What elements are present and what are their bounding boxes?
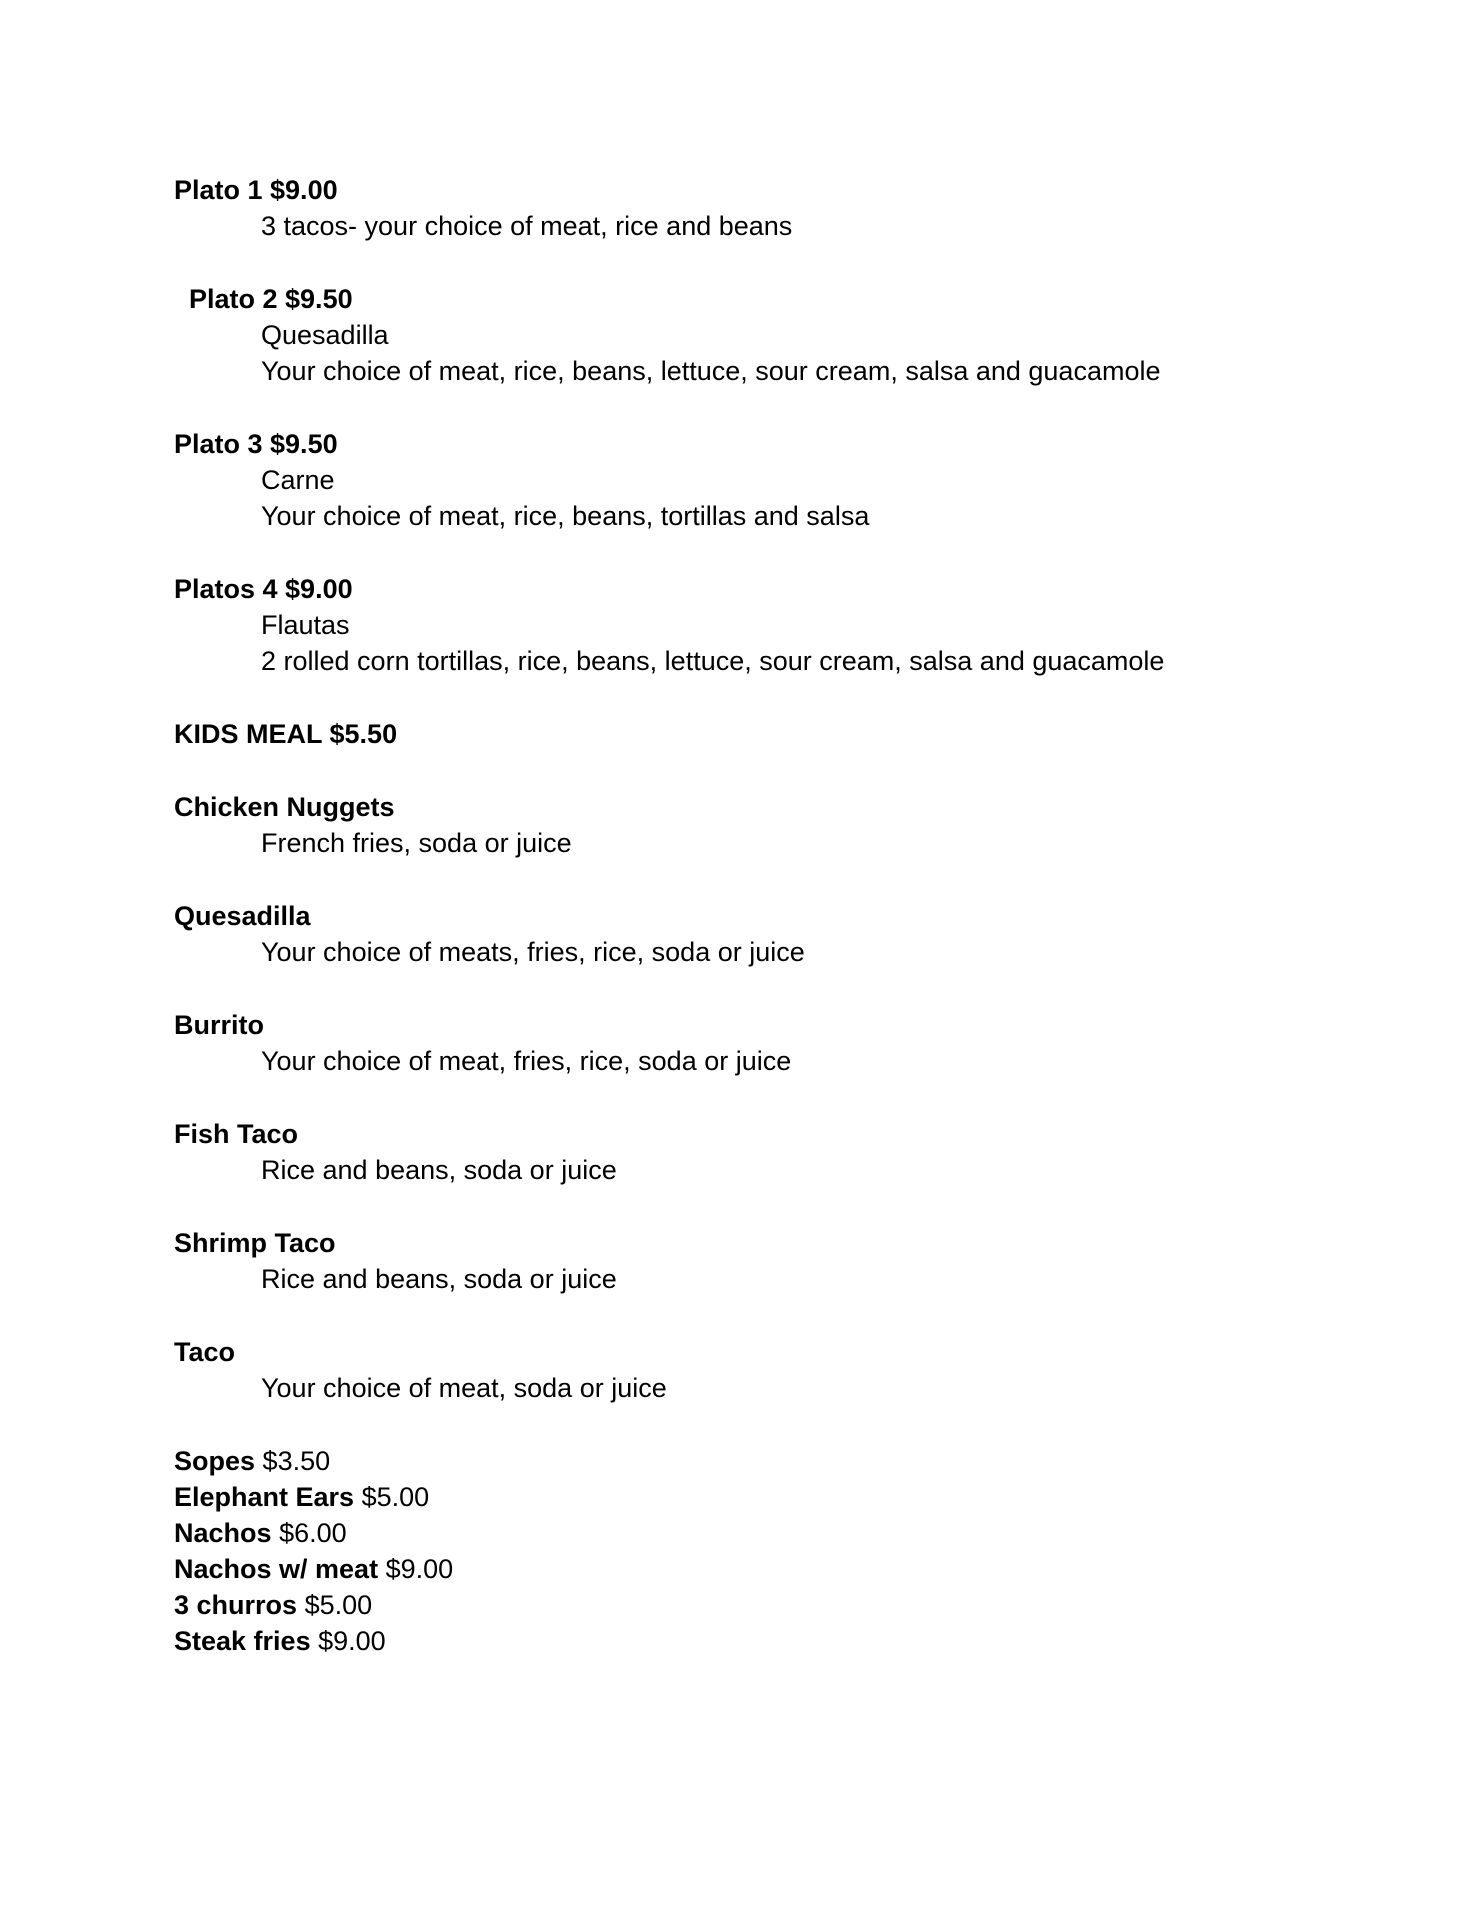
kids-meal-heading: KIDS MEAL $5.50 — [174, 719, 398, 749]
kids-item-description: Your choice of meats, fries, rice, soda or juice — [261, 937, 805, 967]
kids-item-description: Your choice of meat, soda or juice — [261, 1373, 667, 1403]
plato-2-title: Plato 2 $9.50 — [189, 284, 353, 314]
extra-item-name: 3 churros — [174, 1590, 298, 1620]
kids-item-name: Taco — [174, 1337, 236, 1367]
kids-item-name: Burrito — [174, 1010, 264, 1040]
extra-item — [174, 1551, 453, 1587]
plato-1-description: 3 tacos- your choice of meat, rice and beans — [261, 211, 793, 241]
extra-item-price: $9.00 — [385, 1554, 454, 1584]
extra-item — [174, 1623, 386, 1659]
plato-3-description: Your choice of meat, rice, beans, tortillas and salsa — [261, 501, 870, 531]
extra-item-name: Sopes — [174, 1446, 256, 1476]
extra-item-name: Elephant Ears — [174, 1482, 355, 1512]
extra-item-name: Nachos — [174, 1518, 272, 1548]
plato-1-title: Plato 1 $9.00 — [174, 175, 338, 205]
extra-item-price: $5.00 — [304, 1590, 373, 1620]
extra-item-price: $5.00 — [361, 1482, 430, 1512]
plato-2-description: Your choice of meat, rice, beans, lettuce, sour cream, salsa and guacamole — [261, 356, 1161, 386]
extra-item — [174, 1515, 347, 1551]
kids-item-name: Quesadilla — [174, 901, 311, 931]
plato-4-title: Platos 4 $9.00 — [174, 574, 353, 604]
kids-item-name: Fish Taco — [174, 1119, 299, 1149]
kids-item-name: Shrimp Taco — [174, 1228, 336, 1258]
extra-item-price: $9.00 — [318, 1626, 386, 1656]
plato-4-description: 2 rolled corn tortillas, rice, beans, lettuce, sour cream, salsa and guacamole — [261, 646, 1165, 676]
plato-2-dish: Quesadilla — [261, 320, 389, 350]
kids-item-description: French fries, soda or juice — [261, 828, 572, 858]
extra-item — [174, 1587, 372, 1623]
plato-4-dish: Flautas — [261, 610, 350, 640]
kids-item-description: Rice and beans, soda or juice — [261, 1264, 617, 1294]
extra-item-name: Nachos w/ meat — [174, 1554, 379, 1584]
extra-item-price: $3.50 — [262, 1446, 331, 1476]
kids-item-name: Chicken Nuggets — [174, 792, 395, 822]
extra-item-price: $6.00 — [279, 1518, 347, 1548]
plato-3-dish: Carne — [261, 465, 335, 495]
plato-3-title: Plato 3 $9.50 — [174, 429, 338, 459]
kids-item-description: Rice and beans, soda or juice — [261, 1155, 617, 1185]
extra-item — [174, 1479, 429, 1515]
extra-item — [174, 1443, 330, 1479]
extra-item-name: Steak fries — [174, 1626, 311, 1656]
kids-item-description: Your choice of meat, fries, rice, soda or juice — [261, 1046, 792, 1076]
